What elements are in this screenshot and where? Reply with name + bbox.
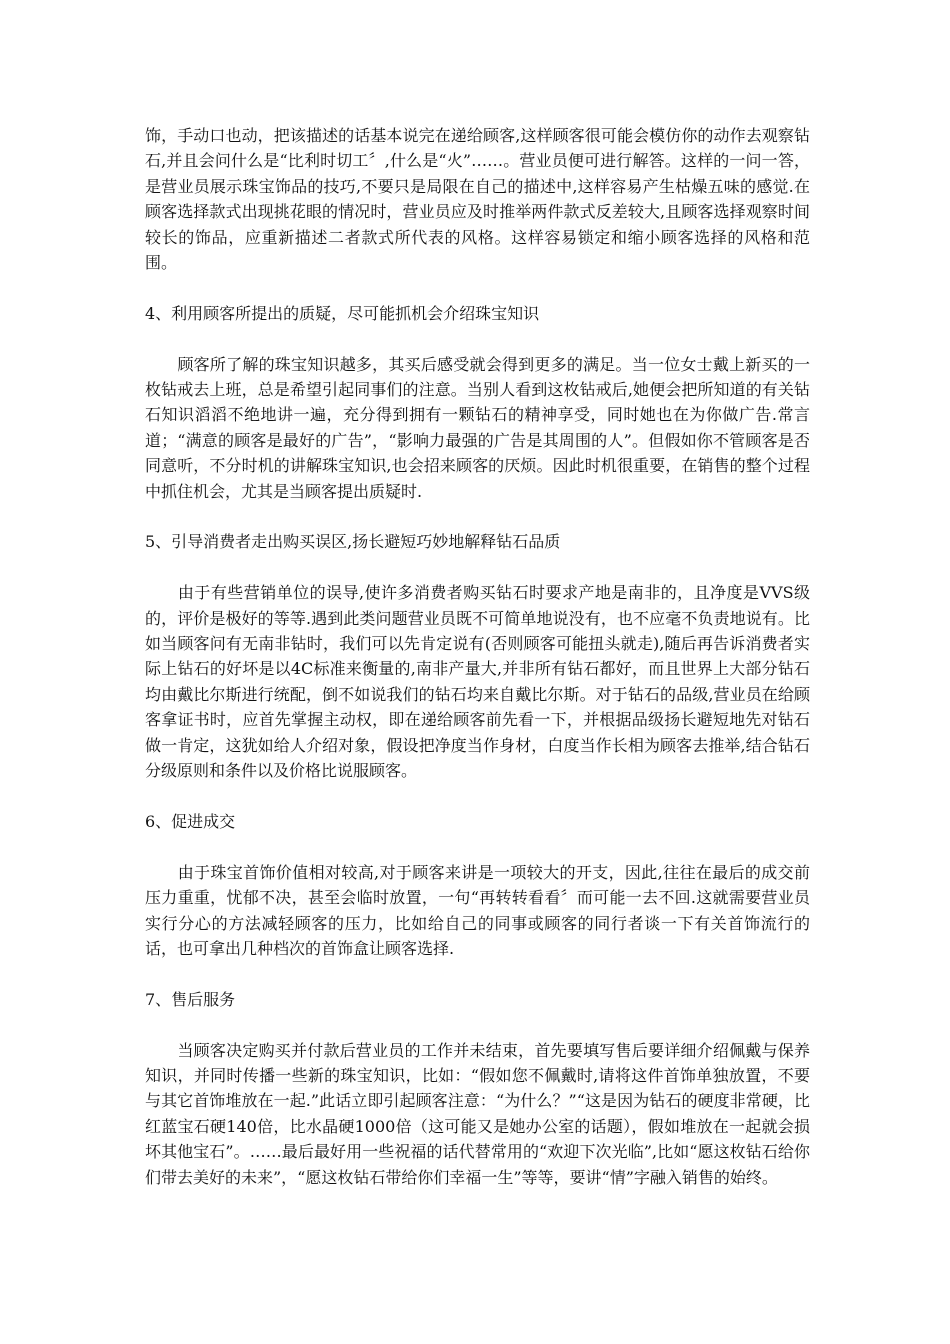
paragraph-spacer (145, 555, 810, 580)
paragraph-spacer (145, 326, 810, 351)
section-heading-4: 4、利用顾客所提出的质疑，尽可能抓机会介绍珠宝知识 (145, 303, 540, 323)
paragraph-spacer (145, 1012, 810, 1037)
paragraph-spacer (145, 504, 810, 529)
paragraph-intro-continuation: 饰，手动口也动，把该描述的话基本说完在递给顾客,这样顾客很可能会模仿你的动作去观察钻石,并且会问什么是“比利时切工〞,什么是“火”……。营业员便可进行解答。这样的一问一答，是营业员展示珠宝饰品的技巧,不要只是局限在自己的描述中,这样容易产生枯燥五味的感觉.在顾客选择款式出现挑花眼的情况时，营业员应及时推举两件款式反差较大,且顾客选择观察时间较长的饰品，应重新描述二者款式所代表的风格。这样容易锁定和缩小顾客选择的风格和范围。 (145, 126, 810, 273)
paragraph-spacer (145, 275, 810, 300)
paragraph-section-6: 由于珠宝首饰价值相对较高,对于顾客来讲是一项较大的开支，因此,往往在最后的成交前压力重重，忧郁不决，甚至会临时放置，一句“再转转看看〞而可能一去不回.这就需要营业员实行分心的方法减轻顾客的压力，比如给自己的同事或顾客的同行者谈一下有关首饰流行的话，也可拿出几种档次的首饰盒让顾客选择. (145, 862, 810, 958)
section-heading-6: 6、促进成交 (145, 811, 236, 831)
section-heading-5: 5、引导消费者走出购买误区,扬长避短巧妙地解释钻石品质 (145, 532, 561, 552)
paragraph-spacer (145, 784, 810, 809)
paragraph-section-7: 当顾客决定购买并付款后营业员的工作并未结束，首先要填写售后要详细介绍佩戴与保养知识，并同时传播一些新的珠宝知识，比如：“假如您不佩戴时,请将这件首饰单独放置，不要与其它首饰堆放在一起.”此话立即引起顾客注意：“为什么？”“这是因为钻石的硬度非常硬，比红蓝宝石硬140倍，比水晶硬1000倍（这可能又是她办公室的话题），假如堆放在一起就会损坏其他宝石”。……最后最好用一些祝福的话代替常用的“欢迎下次光临”,比如“愿这枚钻石给你们带去美好的未来”，“愿这枚钻石带给你们幸福一生”等等，要讲“情”字融入销售的始终。 (145, 1040, 810, 1187)
section-heading-7: 7、售后服务 (145, 989, 236, 1009)
paragraph-section-5: 由于有些营销单位的误导,使许多消费者购买钻石时要求产地是南非的，且净度是VVS级的，评价是极好的等等.遇到此类问题营业员既不可简单地说没有，也不应毫不负责地说有。比如当顾客问有无南非钻时，我们可以先肯定说有(否则顾客可能扭头就走),随后再告诉消费者实际上钻石的好坏是以4C标准来衡量的,南非产量大,并非所有钻石都好，而且世界上大部分钻石均由戴比尔斯进行统配，倒不如说我们的钻石均来自戴比尔斯。对于钻石的品级,营业员在给顾客拿证书时，应首先掌握主动权，即在递给顾客前先看一下，并根据品级扬长避短地先对钻石做一肯定，这犹如给人介绍对象，假设把净度当作身材，白度当作长相为顾客去推举,结合钻石分级原则和条件以及价格比说服顾客。 (145, 583, 810, 781)
paragraph-section-4: 顾客所了解的珠宝知识越多，其买后感受就会得到更多的满足。当一位女士戴上新买的一枚钻戒去上班，总是希望引起同事们的注意。当别人看到这枚钻戒后,她便会把所知道的有关钻石知识滔滔不绝地讲一遍，充分得到拥有一颗钻石的精神享受，同时她也在为你做广告.常言道；“满意的顾客是最好的广告”，“影响力最强的广告是其周围的人”。但假如你不管顾客是否同意听，不分时机的讲解珠宝知识,也会招来顾客的厌烦。因此时机很重要，在销售的整个过程中抓住机会，尤其是当顾客提出质疑时. (145, 354, 810, 501)
paragraph-spacer (145, 961, 810, 986)
paragraph-spacer (145, 834, 810, 859)
document-body (145, 123, 810, 1190)
